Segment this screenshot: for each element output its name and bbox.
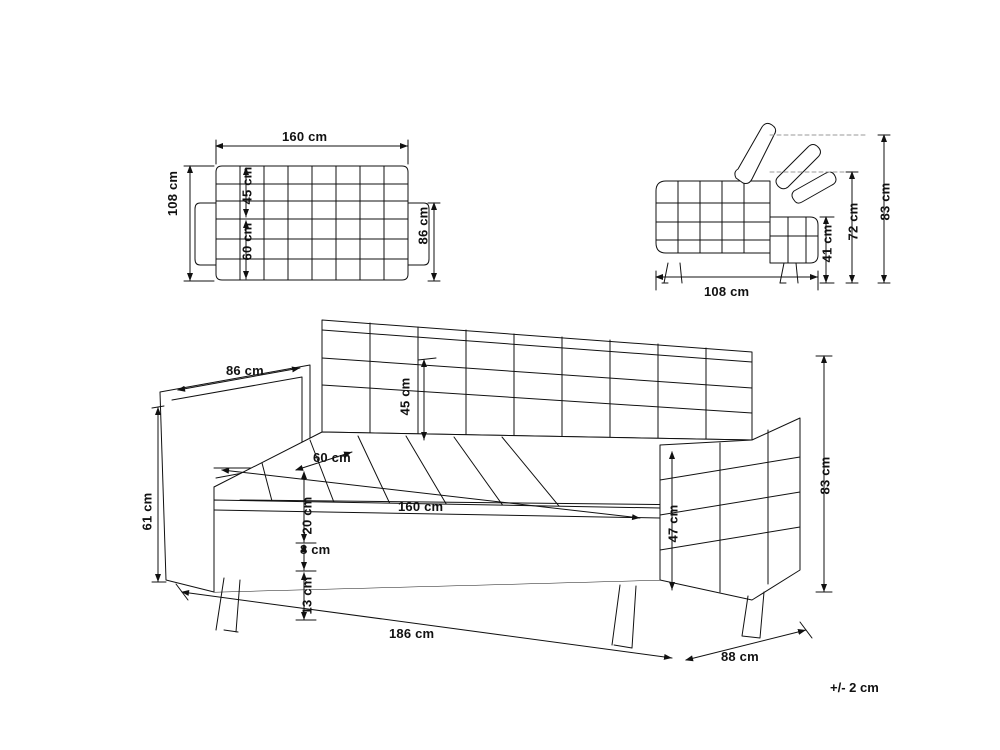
label-persp-total-depth: 88 cm	[721, 649, 759, 664]
label-side-seat-height: 41 cm	[819, 224, 835, 263]
label-persp-cushion-thickness: 8 cm	[300, 542, 331, 557]
label-side-back-height: 72 cm	[845, 202, 861, 241]
label-top-side-depth: 86 cm	[415, 206, 431, 245]
label-persp-total-width: 186 cm	[389, 626, 435, 641]
label-top-seat-depth: 45 cm	[239, 166, 255, 205]
label-persp-total-height: 83 cm	[817, 456, 833, 495]
label-persp-backrest-height: 45 cm	[397, 377, 413, 416]
label-persp-cushion-seat-height: 20 cm	[299, 496, 315, 535]
label-persp-arm-height: 61 cm	[139, 492, 155, 531]
label-top-depth-outer: 108 cm	[165, 170, 181, 217]
label-persp-seat-depth: 60 cm	[313, 450, 351, 465]
side-view-drawing	[656, 123, 836, 283]
label-persp-seat-width: 160 cm	[398, 499, 444, 514]
label-persp-seat-height: 47 cm	[665, 504, 681, 543]
label-side-depth: 108 cm	[704, 284, 750, 299]
top-view-drawing	[195, 166, 429, 280]
label-top-inner-depth: 60 cm	[239, 222, 255, 261]
tolerance-note: +/- 2 cm	[830, 680, 879, 695]
label-side-total-height: 83 cm	[877, 182, 893, 221]
label-persp-arm-depth: 86 cm	[226, 363, 264, 378]
label-persp-leg-height: 13 cm	[299, 576, 315, 615]
label-top-width: 160 cm	[282, 129, 328, 144]
